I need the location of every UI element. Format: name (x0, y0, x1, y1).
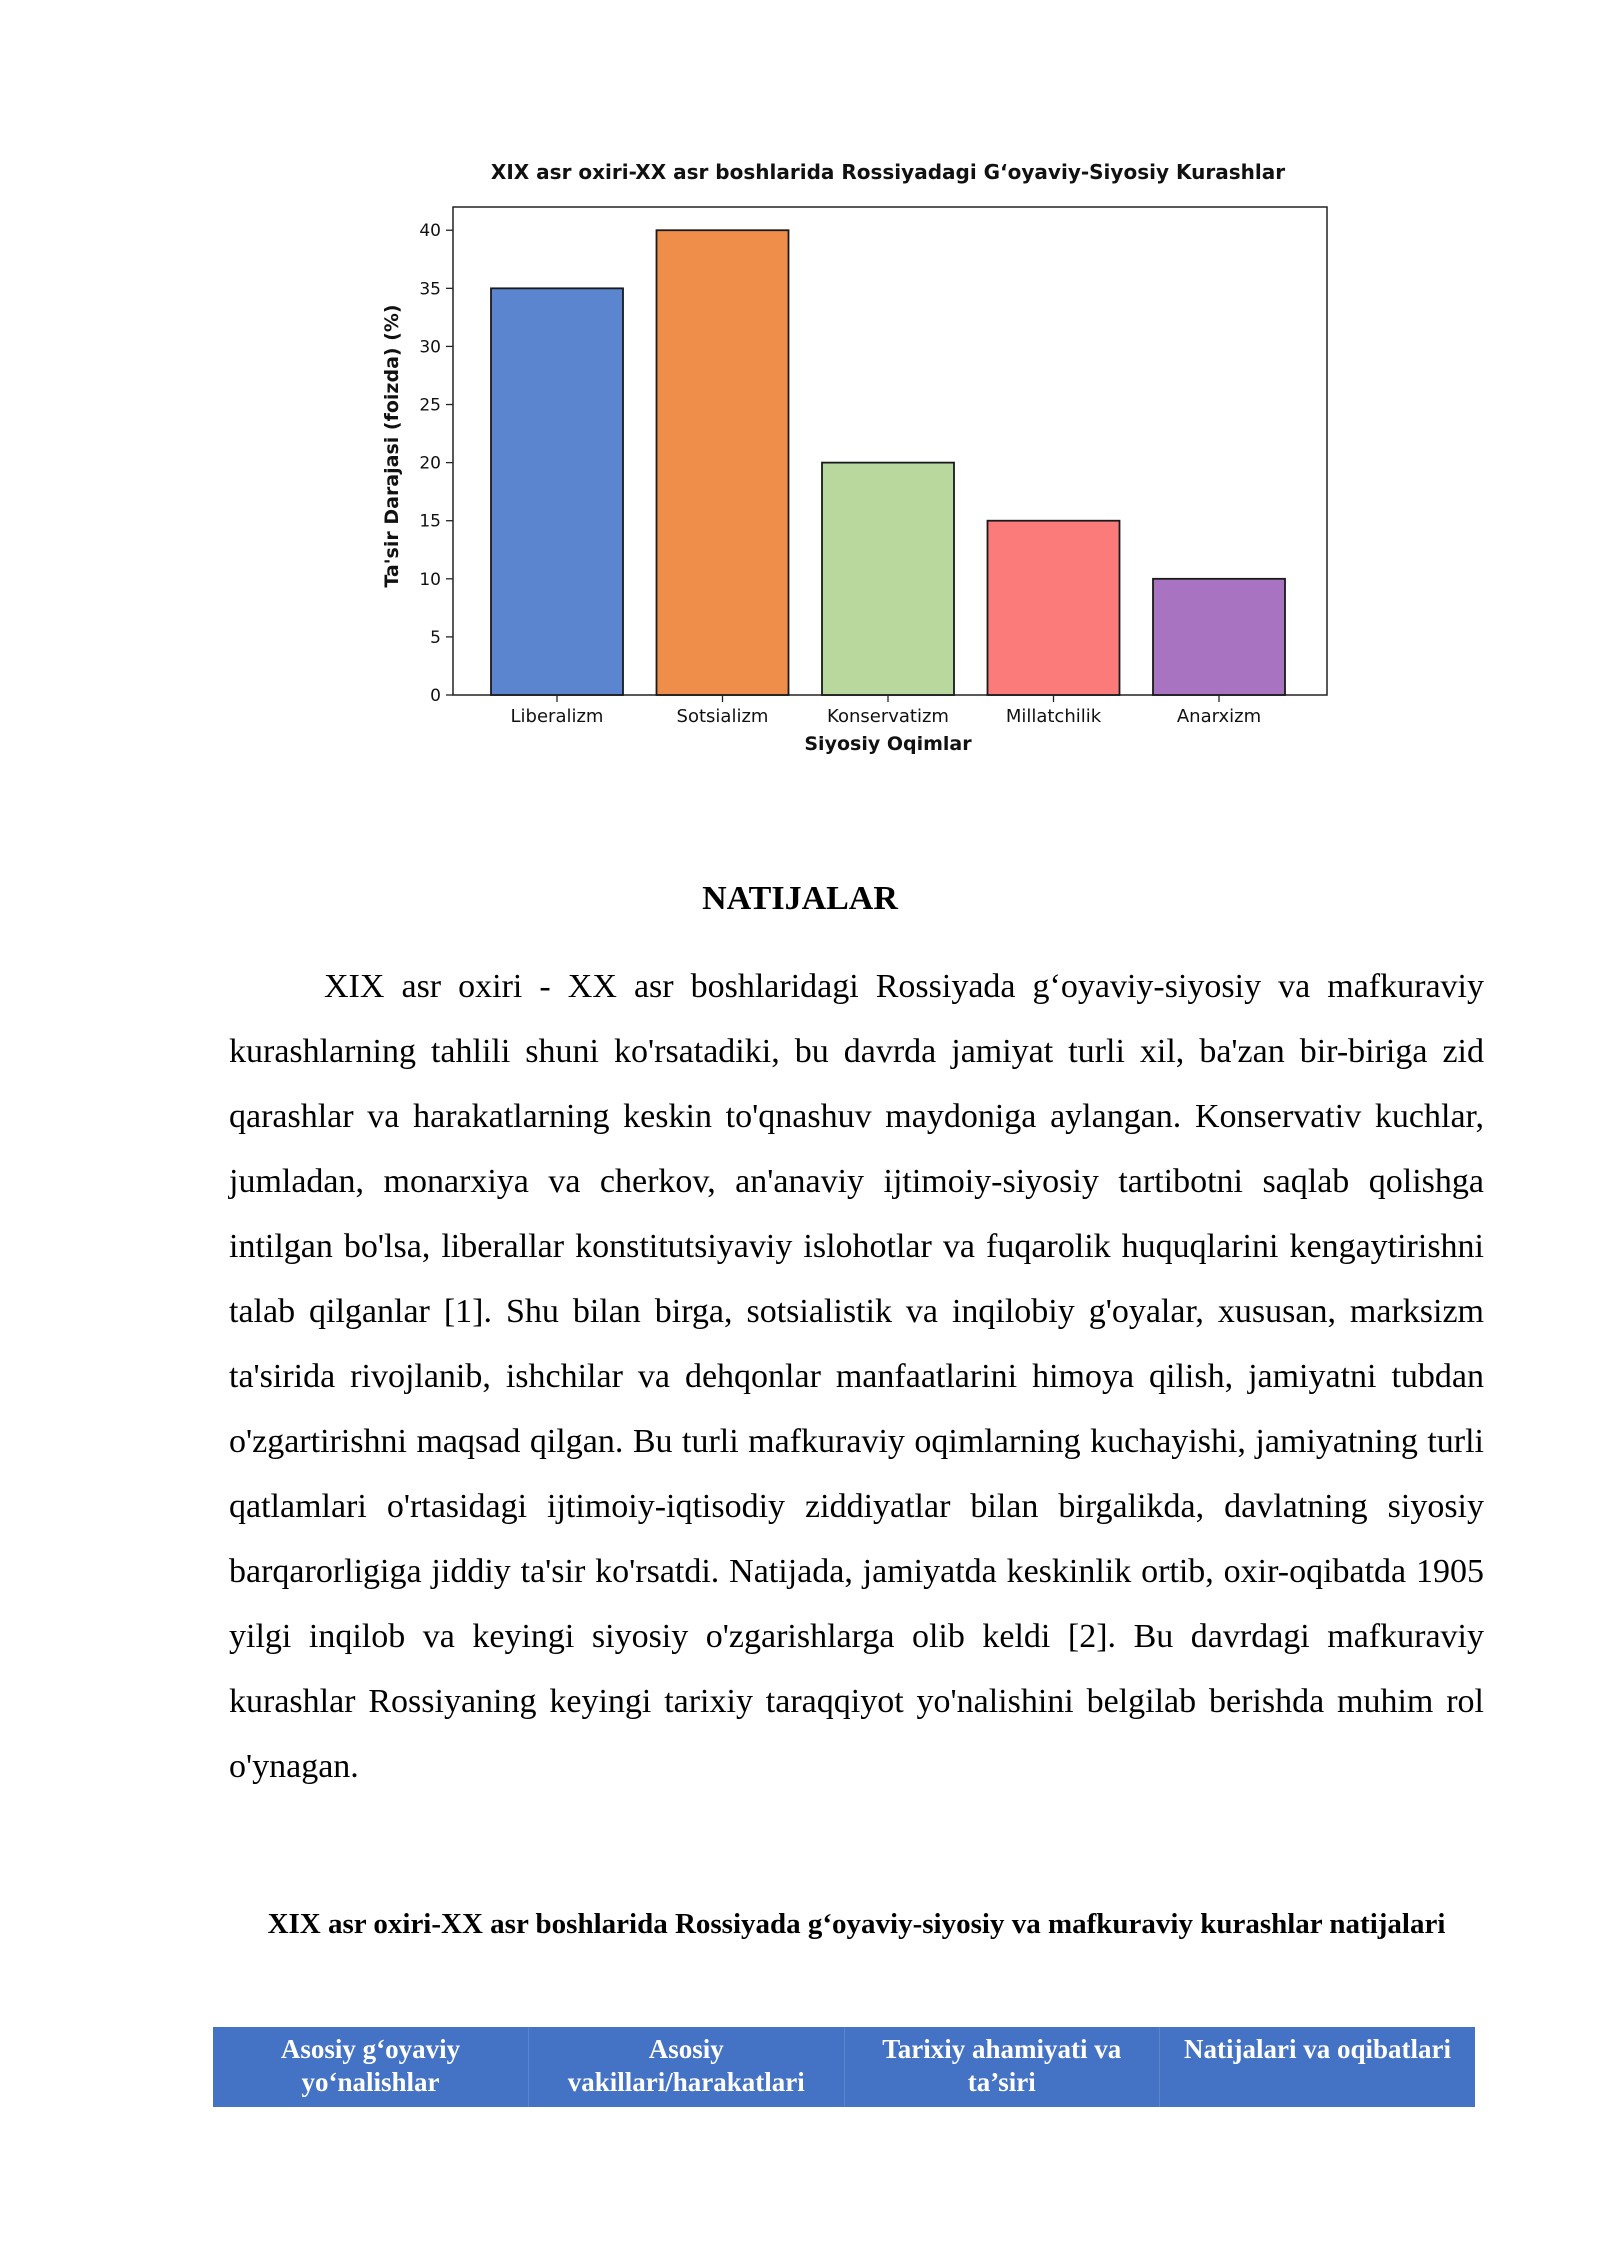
y-tick-label: 0 (430, 686, 441, 706)
y-tick-label: 5 (430, 627, 441, 648)
bar-sotsializm (657, 230, 789, 695)
table-header-row (213, 2027, 1475, 2107)
section-heading: NATIJALAR (702, 880, 898, 917)
bar-chart (360, 150, 1350, 770)
y-tick-label: 10 (419, 569, 441, 590)
x-tick-label: Sotsializm (676, 706, 769, 727)
table-header-cell: Natijalari va oqibatlari (1160, 2027, 1476, 2107)
y-tick-label: 40 (419, 221, 441, 242)
chart-title: XIX asr oxiri-XX asr boshlarida Rossiyadagi G‘oyaviy-Siyosiy Kurashlar (490, 160, 1286, 184)
chart-plot-area (419, 207, 1327, 727)
bar-liberalizm (491, 288, 623, 695)
chart-y-axis-label: Ta'sir Darajasi (foizda) (%) (381, 304, 403, 588)
y-tick-label: 30 (419, 337, 441, 358)
table-header-cell: Asosiy vakillari/harakatlari (529, 2027, 845, 2107)
x-tick-label: Anarxizm (1176, 706, 1262, 727)
table-header-cell: Asosiy g‘oyaviy yo‘nalishlar (213, 2027, 529, 2107)
bar-anarxizm (1153, 579, 1285, 695)
body-paragraph: XIX asr oxiri - XX asr boshlaridagi Rossiyada g‘oyaviy-siyosiy va mafkuraviy kurashlarning tahlili shuni ko'rsatadiki, bu davrda jamiyat turli xil, ba'zan bir-biriga zid qarashlar va harakatlarning keskin to'qnashuv maydoniga aylangan. Konservativ kuchlar, jumladan, monarxiya va cherkov, an'anaviy ijtimoiy-siyosiy tartibotni saqlab qolishga intilgan bo'lsa, liberallar konstitutsiyaviy islohotlar va fuqarolik huquqlarini kengaytirishni talab qilganlar [1]. Shu bilan birga, sotsialistik va inqilobiy g'oyalar, xususan, marksizm ta'sirida rivojlanib, ishchilar va dehqonlar manfaatlarini himoya qilish, jamiyatni tubdan o'zgartirishni maqsad qilgan. Bu turli mafkuraviy oqimlarning kuchayishi, jamiyatning turli qatlamlari o'rtasidagi ijtimoiy-iqtisodiy ziddiyatlar bilan birgalikda, davlatning siyosiy barqarorligiga jiddiy ta'sir ko'rsatdi. Natijada, jamiyatda keskinlik ortib, oxir-oqibatda 1905 yilgi inqilob va keyingi siyosiy o'zgarishlarga olib keldi [2]. Bu davrdagi mafkuraviy kurashlar Rossiyaning keyingi tarixiy taraqqiyot yo'nalishini belgilab berishda muhim rol o'ynagan. (229, 968, 1484, 1785)
bar-millatchilik (988, 521, 1120, 695)
x-tick-label: Konservatizm (827, 706, 949, 727)
y-tick-label: 25 (419, 395, 441, 416)
y-tick-label: 15 (419, 511, 441, 532)
y-tick-label: 20 (419, 453, 441, 474)
table-caption: XIX asr oxiri-XX asr boshlarida Rossiyada g‘oyaviy-siyosiy va mafkuraviy kurashlar natijalari (267, 1908, 1446, 1940)
x-tick-label: Millatchilik (1005, 706, 1102, 727)
table-header-cell: Tarixiy ahamiyati va ta’siri (844, 2027, 1160, 2107)
chart-x-axis-label: Siyosiy Oqimlar (804, 733, 972, 755)
bar-konservatizm (822, 463, 954, 695)
results-table (213, 2027, 1475, 2107)
x-tick-label: Liberalizm (510, 706, 604, 727)
y-tick-label: 35 (419, 279, 441, 300)
